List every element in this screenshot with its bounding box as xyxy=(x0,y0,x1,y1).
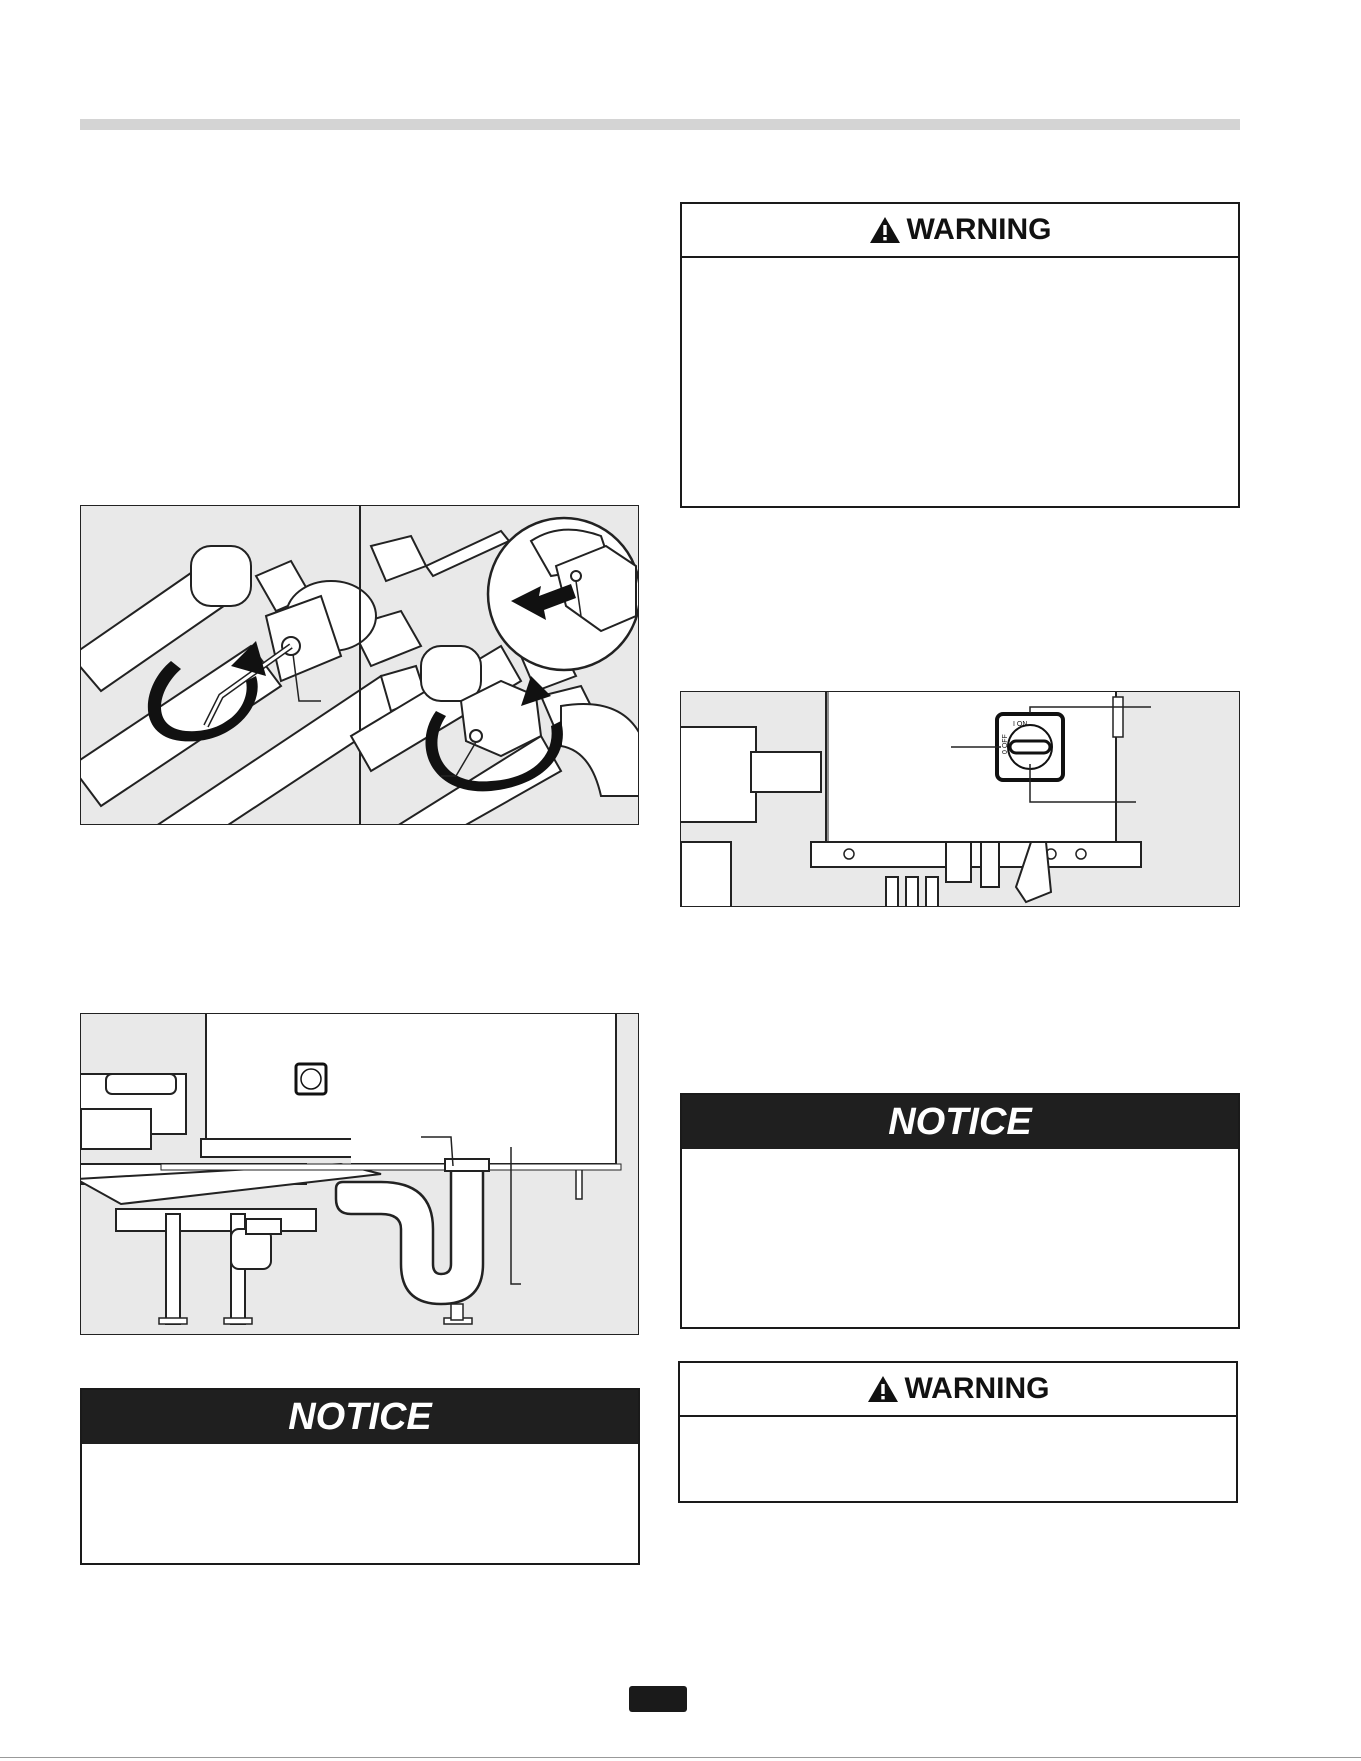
figure-disconnect-switch xyxy=(680,691,1240,907)
warning-header xyxy=(680,1363,1236,1417)
disconnect-illustration xyxy=(681,692,1240,907)
notice-label: NOTICE xyxy=(288,1395,432,1438)
page-number-tab xyxy=(629,1686,687,1712)
warning-header xyxy=(682,204,1238,258)
header-rule xyxy=(80,119,1240,130)
valve-illustration xyxy=(81,506,639,825)
notice-header xyxy=(682,1095,1238,1149)
notice-header xyxy=(82,1390,638,1444)
warning-triangle-icon xyxy=(867,1375,899,1403)
switch-on-label: I ON xyxy=(1013,721,1028,728)
warning-label: WARNING xyxy=(904,1372,1050,1405)
notice-box-right xyxy=(680,1093,1240,1329)
warning-triangle-icon xyxy=(869,216,901,244)
warning-label: WARNING xyxy=(906,213,1052,246)
notice-box-left xyxy=(80,1388,640,1565)
notice-label: NOTICE xyxy=(888,1100,1032,1143)
drain-illustration xyxy=(81,1014,639,1335)
warning-box-bottom xyxy=(678,1361,1238,1503)
figure-valve-handle xyxy=(80,505,639,825)
switch-off-label: 0 OFF xyxy=(1002,734,1009,754)
figure-drain-trap xyxy=(80,1013,639,1335)
warning-box-top xyxy=(680,202,1240,508)
footer-line xyxy=(0,1757,1361,1758)
